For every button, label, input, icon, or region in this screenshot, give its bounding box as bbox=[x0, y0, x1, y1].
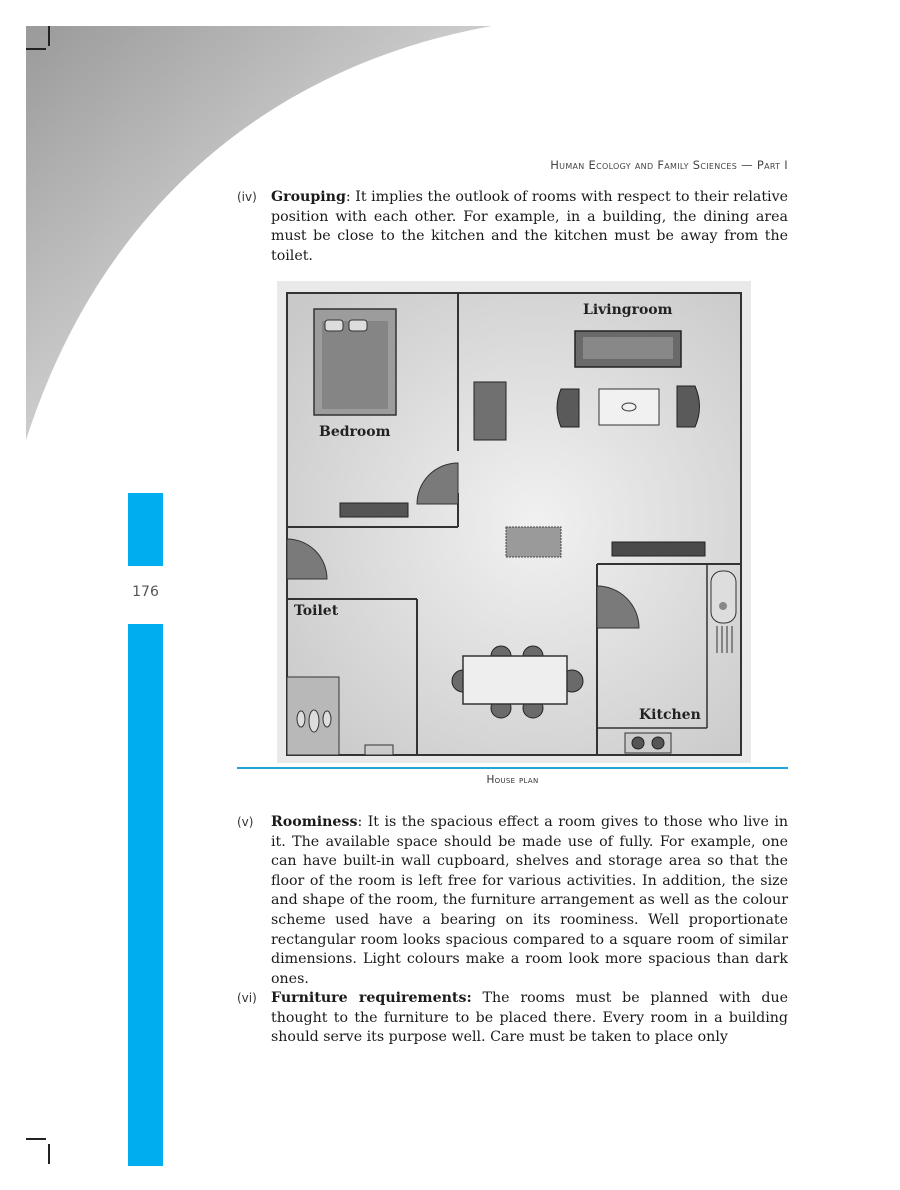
crop-mark-bottom-left-h bbox=[26, 1138, 46, 1140]
figure-caption: House plan bbox=[486, 774, 539, 786]
house-plan-figure bbox=[277, 281, 751, 763]
room-label-bedroom: Bedroom bbox=[319, 424, 391, 440]
running-header: Human Ecology and Family Sciences — Part I bbox=[550, 158, 788, 172]
item-term: Grouping bbox=[271, 189, 346, 205]
crop-mark-top-left-h bbox=[26, 48, 46, 50]
item-text: : It implies the outlook of rooms with respect to their relative position with each other. For example, in a building, the dining area must be close to the kitchen and the kitchen must be away from the toilet. bbox=[271, 189, 788, 264]
figure-rule bbox=[237, 767, 788, 769]
room-label-livingroom: Livingroom bbox=[583, 302, 673, 318]
list-item-roominess bbox=[237, 813, 788, 989]
item-term: Furniture requirements: bbox=[271, 990, 472, 1006]
margin-accent-bar-bottom bbox=[128, 624, 163, 1166]
page-number: 176 bbox=[132, 584, 159, 600]
margin-accent-bar-top bbox=[128, 493, 163, 566]
item-number: (vi) bbox=[237, 991, 257, 1005]
room-label-toilet: Toilet bbox=[294, 603, 339, 619]
item-text: : It is the spacious effect a room gives to those who live in it. The available space should be made use of fully. For example, one can have built-in wall cupboard, shelves and storage area so that the floor of the room is left free for various activities. In addition, the size and shape of the room, the furniture arrangement as well as the colour scheme used have a bearing on its roominess. Well proportionate rectangular room looks spacious compared to a square room of similar dimensions. Light colours make a room look more spacious than dark ones. bbox=[271, 814, 788, 987]
crop-mark-top-left-v bbox=[48, 26, 50, 46]
item-number: (iv) bbox=[237, 190, 257, 204]
item-text: The rooms must be planned with due thought to the furniture to be placed there. Every room in a building should serve its purpose well. Care must be taken to place only bbox=[271, 990, 789, 1046]
list-item-furniture-requirements bbox=[237, 989, 788, 1048]
room-label-kitchen: Kitchen bbox=[639, 707, 701, 723]
list-item-grouping bbox=[237, 188, 788, 266]
item-number: (v) bbox=[237, 815, 254, 829]
item-term: Roominess bbox=[271, 814, 358, 830]
crop-mark-bottom-left-v bbox=[48, 1144, 50, 1164]
